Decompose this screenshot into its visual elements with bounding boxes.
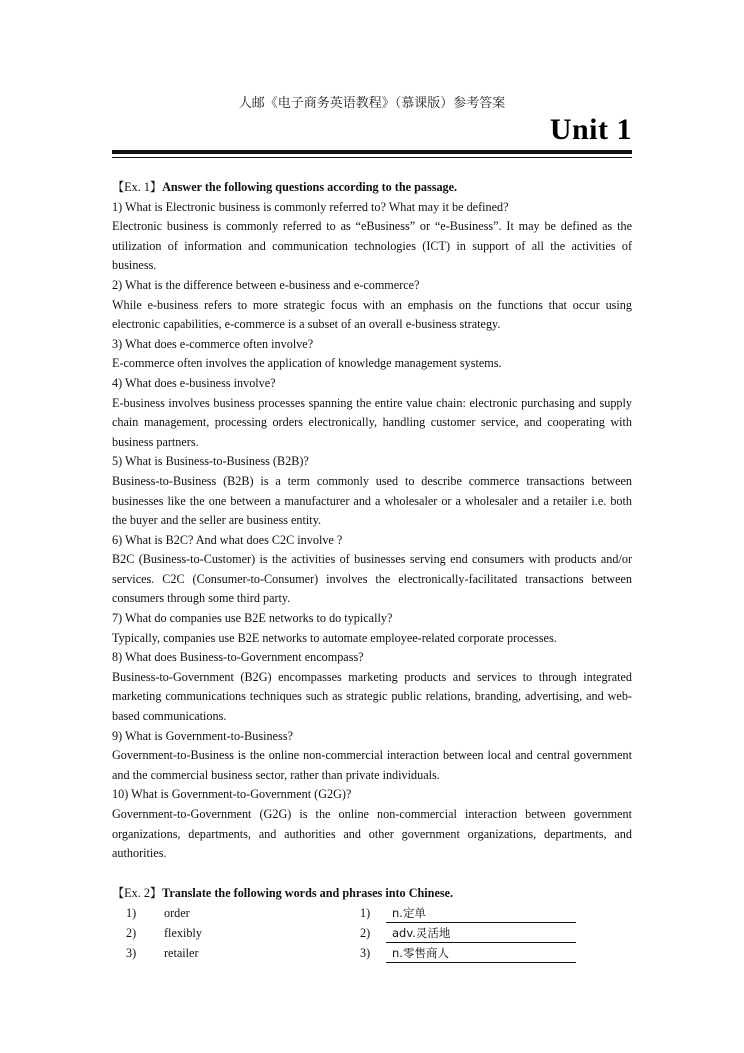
ex1-question: 4) What does e-business involve?	[112, 375, 276, 390]
answer-number: 1)	[360, 905, 371, 920]
header-rule-thin	[112, 157, 632, 158]
ex1-answer: E-business involves business processes spanning the entire value chain: electronic purchasing and supply chain management, processing orders electronically, handling customer service, and cooperating with business partners.	[112, 395, 632, 449]
ex2-label: 【Ex. 2】	[112, 885, 163, 900]
document-body	[112, 178, 632, 963]
ex1-question: 5) What is Business-to-Business (B2B)?	[112, 454, 309, 469]
ex1-answer: B2C (Business-to-Customer) is the activities of businesses serving end consumers with products and/or services. C2C (Consumer-to-Consumer) involves the electronically-facilitated transactions between consumers through some third party.	[112, 552, 632, 606]
ex1-answer: Electronic business is commonly referred to as “eBusiness” or “e-Business”. It may be defined as the utilization of information and communication technologies (ICT) in support of all the activities of business.	[112, 219, 632, 273]
ex1-answer: E-commerce often involves the application of knowledge management systems.	[112, 356, 502, 371]
answer-blank: n.零售商人	[386, 945, 576, 963]
ex1-question: 3) What does e-commerce often involve?	[112, 336, 314, 351]
ex1-question: 7) What do companies use B2E networks to do typically?	[112, 611, 393, 626]
ex1-answer: Government-to-Business is the online non-commercial interaction between local and central government and the commercial business sector, rather than private individuals.	[112, 748, 632, 782]
ex1-question: 8) What does Business-to-Government encompass?	[112, 650, 364, 665]
ex1-instruction: Answer the following questions according to the passage.	[162, 180, 458, 194]
ex1-question: 9) What is Government-to-Business?	[112, 728, 293, 743]
section-gap	[112, 864, 632, 884]
ex1-answer: Government-to-Government (G2G) is the online non-commercial interaction between government organizations, departments, and authorities and other government organizations, departments, and authorities.	[112, 807, 632, 861]
answer-number: 2)	[360, 925, 371, 940]
ex1-answer: Business-to-Business (B2B) is a term commonly used to describe commerce transactions between businesses like the one between a manufacturer and a wholesaler or a wholesaler and a retailer i.e. both the buyer and the seller are business entity.	[112, 473, 632, 528]
answer-number: 3)	[360, 945, 371, 960]
ex1-heading	[112, 178, 632, 198]
document-header: 人邮《电子商务英语教程》（慕课版）参考答案	[238, 95, 506, 110]
translation-row	[112, 903, 632, 923]
translation-row	[112, 943, 632, 963]
term-number: 3)	[126, 945, 137, 960]
ex1-answer: While e-business refers to more strategic focus with an emphasis on the functions that occur using electronic capabilities, e-commerce is a subset of an overall e-business strategy.	[112, 297, 632, 332]
ex2-instruction: Translate the following words and phrases into Chinese.	[162, 885, 454, 900]
ex1-answer: Business-to-Government (B2G) encompasses marketing products and services to through integrated marketing communications techniques such as strategic public relations, branding, advertising, and web-based communications.	[112, 669, 632, 724]
unit-title: Unit 1	[549, 113, 632, 146]
ex1-question: 1) What is Electronic business is commonly referred to? What may it be defined?	[112, 199, 509, 214]
term-number: 1)	[126, 905, 137, 920]
ex2-heading	[112, 884, 632, 904]
term-word: order	[164, 905, 190, 920]
ex1-question: 6) What is B2C? And what does C2C involve ?	[112, 532, 343, 547]
answer-blank: adv.灵活地	[386, 925, 576, 943]
ex1-label: 【Ex. 1】	[112, 180, 163, 194]
term-number: 2)	[126, 925, 137, 940]
term-word: retailer	[164, 945, 199, 960]
answer-blank: n.定单	[386, 905, 576, 923]
ex1-answer: Typically, companies use B2E networks to automate employee-related corporate processes.	[112, 630, 557, 645]
translation-row	[112, 923, 632, 943]
ex1-question: 10) What is Government-to-Government (G2G)?	[112, 787, 352, 802]
header-rule-thick	[112, 150, 632, 154]
ex1-question: 2) What is the difference between e-business and e-commerce?	[112, 277, 420, 292]
term-word: flexibly	[164, 925, 202, 940]
